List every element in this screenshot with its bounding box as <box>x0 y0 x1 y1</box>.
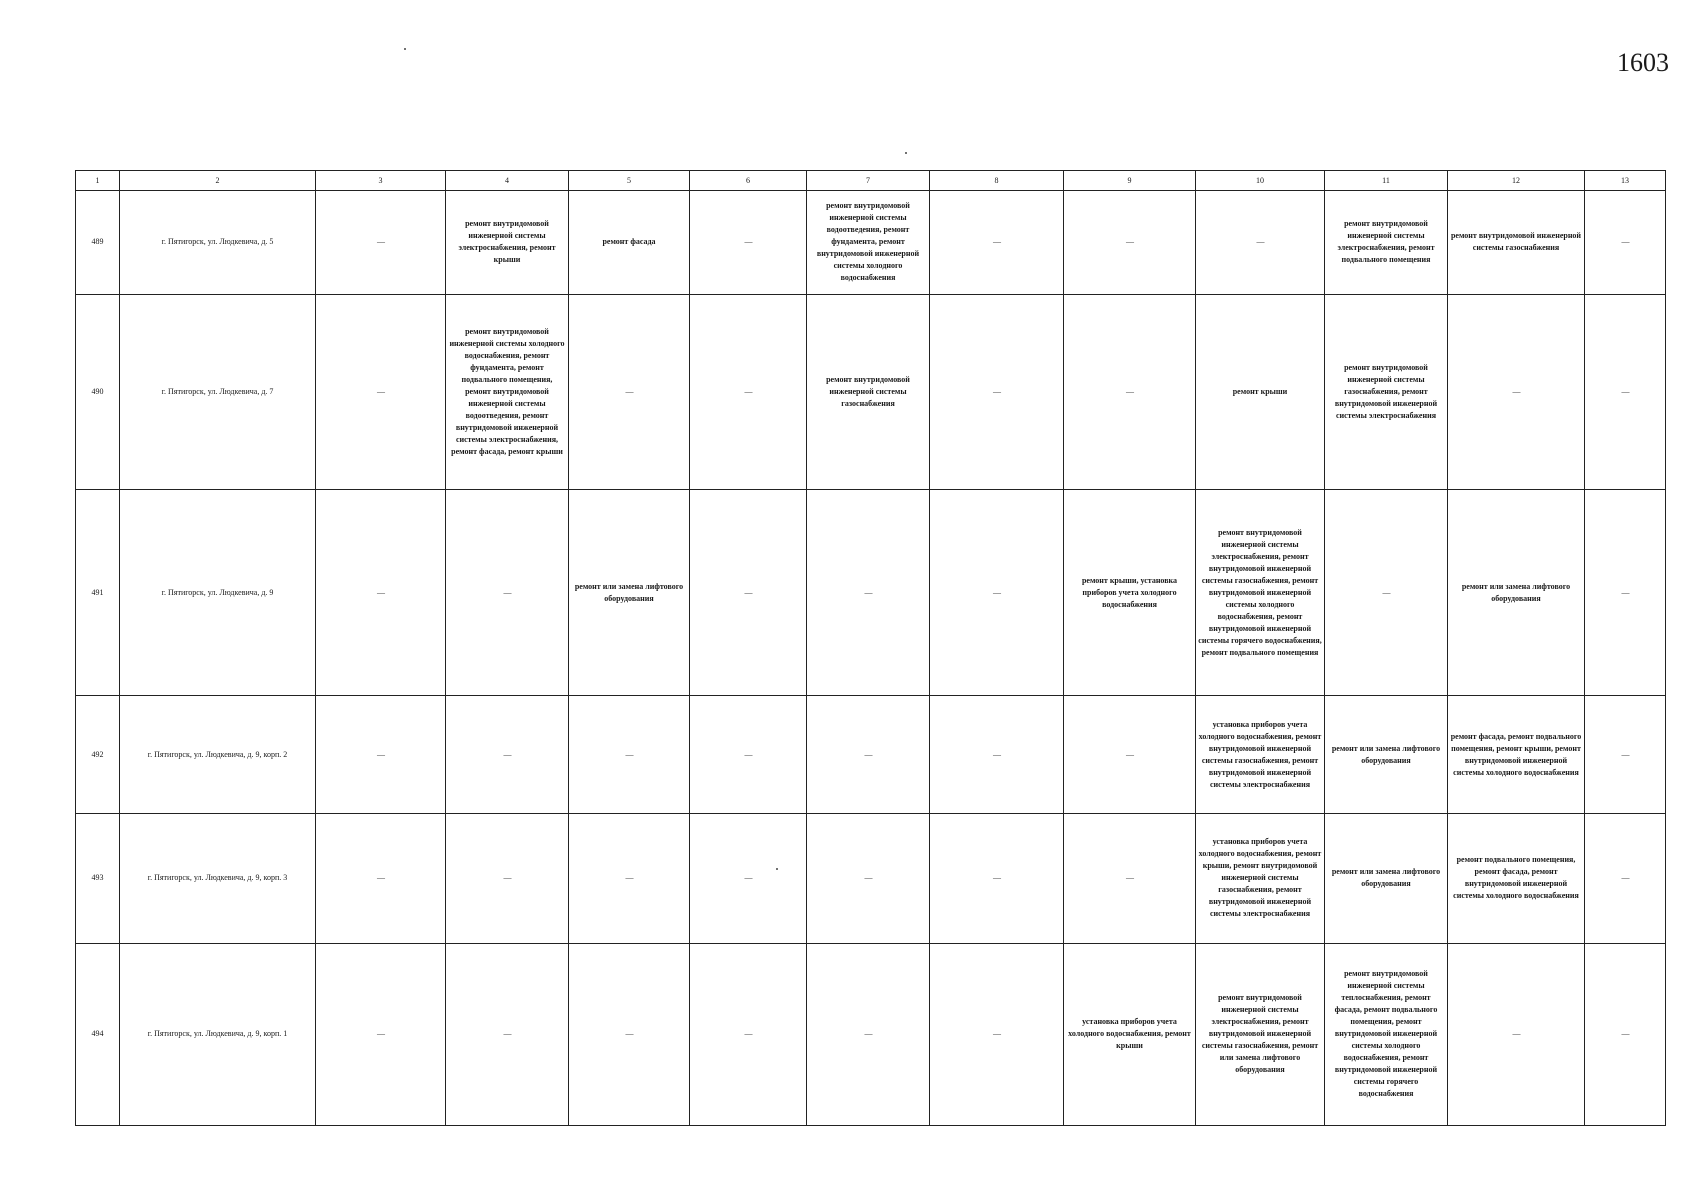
table-body <box>76 171 1666 1126</box>
repair-work-cell: ремонт или замена лифтового оборудования <box>1325 814 1448 944</box>
empty-dash-cell: — <box>807 696 930 814</box>
column-number: 12 <box>1448 171 1585 191</box>
repair-work-cell: ремонт внутридомовой инженерной системы теплоснабжения, ремонт фасада, ремонт подвального помещения, ремонт внутридомовой инженерной системы холодного водоснабжения, ремонт внутридомовой инженерной системы горячего водоснабжения <box>1325 943 1448 1125</box>
column-number: 8 <box>930 171 1064 191</box>
table-row <box>76 943 1666 1125</box>
empty-dash-cell: — <box>1448 943 1585 1125</box>
table-row <box>76 294 1666 489</box>
column-number: 13 <box>1585 171 1666 191</box>
repair-work-cell: ремонт фасада, ремонт подвального помещения, ремонт крыши, ремонт внутридомовой инженерной системы холодного водоснабжения <box>1448 696 1585 814</box>
empty-dash-cell: — <box>316 294 446 489</box>
empty-dash-cell: — <box>1064 294 1196 489</box>
table-row <box>76 191 1666 295</box>
empty-dash-cell: — <box>446 696 569 814</box>
empty-dash-cell: — <box>690 696 807 814</box>
empty-dash-cell: — <box>1585 191 1666 295</box>
scan-speck <box>404 48 406 50</box>
column-number: 10 <box>1196 171 1325 191</box>
empty-dash-cell: — <box>446 814 569 944</box>
address-cell: г. Пятигорск, ул. Людкевича, д. 9, корп. 3 <box>120 814 316 944</box>
empty-dash-cell: — <box>569 696 690 814</box>
repair-work-cell: установка приборов учета холодного водоснабжения, ремонт внутридомовой инженерной системы газоснабжения, ремонт внутридомовой инженерной системы электроснабжения <box>1196 696 1325 814</box>
empty-dash-cell: — <box>316 696 446 814</box>
table-row <box>76 814 1666 944</box>
row-number: 489 <box>76 191 120 295</box>
address-cell: г. Пятигорск, ул. Людкевича, д. 7 <box>120 294 316 489</box>
row-number: 490 <box>76 294 120 489</box>
repair-work-cell: ремонт внутридомовой инженерной системы электроснабжения, ремонт крыши <box>446 191 569 295</box>
repair-work-cell: установка приборов учета холодного водоснабжения, ремонт крыши <box>1064 943 1196 1125</box>
column-number: 4 <box>446 171 569 191</box>
empty-dash-cell: — <box>1585 943 1666 1125</box>
empty-dash-cell: — <box>316 943 446 1125</box>
row-number: 492 <box>76 696 120 814</box>
repair-work-cell: ремонт или замена лифтового оборудования <box>1448 489 1585 695</box>
empty-dash-cell: — <box>1064 191 1196 295</box>
table-row <box>76 696 1666 814</box>
empty-dash-cell: — <box>1585 489 1666 695</box>
column-number: 6 <box>690 171 807 191</box>
empty-dash-cell: — <box>930 294 1064 489</box>
row-number: 491 <box>76 489 120 695</box>
repair-work-cell: ремонт внутридомовой инженерной системы газоснабжения, ремонт внутридомовой инженерной системы электроснабжения <box>1325 294 1448 489</box>
empty-dash-cell: — <box>316 814 446 944</box>
repair-schedule-table <box>75 170 1666 1126</box>
empty-dash-cell: — <box>1448 294 1585 489</box>
empty-dash-cell: — <box>930 489 1064 695</box>
empty-dash-cell: — <box>930 943 1064 1125</box>
empty-dash-cell: — <box>1325 489 1448 695</box>
empty-dash-cell: — <box>807 489 930 695</box>
empty-dash-cell: — <box>690 814 807 944</box>
repair-work-cell: ремонт крыши, установка приборов учета холодного водоснабжения <box>1064 489 1196 695</box>
column-number: 7 <box>807 171 930 191</box>
empty-dash-cell: — <box>930 696 1064 814</box>
empty-dash-cell: — <box>690 294 807 489</box>
empty-dash-cell: — <box>569 294 690 489</box>
repair-work-cell: ремонт внутридомовой инженерной системы электроснабжения, ремонт внутридомовой инженерной системы газоснабжения, ремонт внутридомовой инженерной системы холодного водоснабжения, ремонт внутридомовой инженерной системы горячего водоснабжения, ремонт подвального помещения <box>1196 489 1325 695</box>
page-number: 1603 <box>1617 48 1669 77</box>
repair-work-cell: ремонт подвального помещения, ремонт фасада, ремонт внутридомовой инженерной системы холодного водоснабжения <box>1448 814 1585 944</box>
repair-work-cell: ремонт фасада <box>569 191 690 295</box>
empty-dash-cell: — <box>1064 696 1196 814</box>
empty-dash-cell: — <box>1196 191 1325 295</box>
empty-dash-cell: — <box>569 943 690 1125</box>
empty-dash-cell: — <box>807 943 930 1125</box>
empty-dash-cell: — <box>569 814 690 944</box>
table-row <box>76 489 1666 695</box>
empty-dash-cell: — <box>446 943 569 1125</box>
row-number: 493 <box>76 814 120 944</box>
empty-dash-cell: — <box>1585 294 1666 489</box>
repair-work-cell: ремонт или замена лифтового оборудования <box>1325 696 1448 814</box>
empty-dash-cell: — <box>1064 814 1196 944</box>
address-cell: г. Пятигорск, ул. Людкевича, д. 9, корп. 2 <box>120 696 316 814</box>
scan-speck <box>905 152 907 154</box>
column-number: 5 <box>569 171 690 191</box>
repair-work-cell: ремонт внутридомовой инженерной системы холодного водоснабжения, ремонт фундамента, ремонт подвального помещения, ремонт внутридомовой инженерной системы водоотведения, ремонт внутридомовой инженерной системы электроснабжения, ремонт фасада, ремонт крыши <box>446 294 569 489</box>
empty-dash-cell: — <box>690 943 807 1125</box>
empty-dash-cell: — <box>807 814 930 944</box>
empty-dash-cell: — <box>1585 814 1666 944</box>
row-number: 494 <box>76 943 120 1125</box>
empty-dash-cell: — <box>930 191 1064 295</box>
repair-work-cell: установка приборов учета холодного водоснабжения, ремонт крыши, ремонт внутридомовой инженерной системы газоснабжения, ремонт внутридомовой инженерной системы электроснабжения <box>1196 814 1325 944</box>
column-number: 3 <box>316 171 446 191</box>
empty-dash-cell: — <box>1585 696 1666 814</box>
address-cell: г. Пятигорск, ул. Людкевича, д. 9 <box>120 489 316 695</box>
empty-dash-cell: — <box>690 489 807 695</box>
repair-work-cell: ремонт внутридомовой инженерной системы газоснабжения <box>807 294 930 489</box>
empty-dash-cell: — <box>316 191 446 295</box>
repair-work-cell: ремонт или замена лифтового оборудования <box>569 489 690 695</box>
column-number-row <box>76 171 1666 191</box>
empty-dash-cell: — <box>316 489 446 695</box>
address-cell: г. Пятигорск, ул. Людкевича, д. 9, корп. 1 <box>120 943 316 1125</box>
repair-work-cell: ремонт внутридомовой инженерной системы электроснабжения, ремонт внутридомовой инженерной системы газоснабжения, ремонт или замена лифтового оборудования <box>1196 943 1325 1125</box>
column-number: 9 <box>1064 171 1196 191</box>
empty-dash-cell: — <box>690 191 807 295</box>
column-number: 11 <box>1325 171 1448 191</box>
column-number: 2 <box>120 171 316 191</box>
empty-dash-cell: — <box>446 489 569 695</box>
address-cell: г. Пятигорск, ул. Людкевича, д. 5 <box>120 191 316 295</box>
empty-dash-cell: — <box>930 814 1064 944</box>
repair-work-cell: ремонт внутридомовой инженерной системы электроснабжения, ремонт подвального помещения <box>1325 191 1448 295</box>
repair-work-cell: ремонт крыши <box>1196 294 1325 489</box>
repair-work-cell: ремонт внутридомовой инженерной системы газоснабжения <box>1448 191 1585 295</box>
column-number: 1 <box>76 171 120 191</box>
repair-work-cell: ремонт внутридомовой инженерной системы водоотведения, ремонт фундамента, ремонт внутридомовой инженерной системы холодного водоснабжения <box>807 191 930 295</box>
